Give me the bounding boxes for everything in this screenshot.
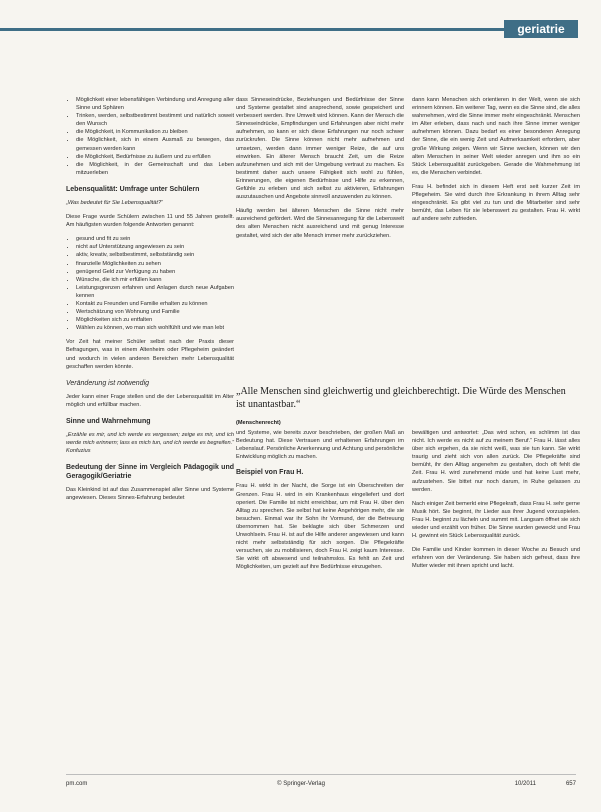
column-2 [236,96,404,381]
body-paragraph: dann kann Menschen sich orientieren in der Welt, wenn sie sich erinnern können. Ein weiterer Tag, wenn es die Sinne sind, die alles wahrnehmen, wird die Sinne immer mehr eingeschränkt. Menschen im Alter erleben, dass nach und nach ihre Sinne immer weniger aufnehmen können. Dazu bedarf es einer besonderen Anregung der Sinne, die ein wenig Zeit und Aufmerksamkeit erfordern, aber große Wirkung zeigen. Wenn wir Sinne wecken, können wir den alten Menschen in seiner Welt wieder anregen und ihm so ein Stück Lebensqualität zurückgeben. Gerade die Wahrnehmung ist es, die Menschen verbindet. [412,97,580,176]
survey-answers [66,235,234,332]
list-item: • die Möglichkeit, in der Gemeinschaft und das Leben mitzuerleben [76,161,234,177]
body-paragraph: Frau H. befindet sich in diesem Heft erst seit kurzer Zeit im Pflegeheim. Sie wird durch ihre Erkrankung in ihrem Alltag sehr eingeschränkt. Es gibt viel zu tun und die Mitarbeiter sind sehr bemüht, das Leben für sie lebenswert zu gestalten. Frau H. wirkt auf andere sehr zufrieden. [412,183,580,223]
case-text: Frau H. wirkt in der Nacht, die Sorge ist ein Überschreiten der Grenzen. Frau H. wird in ein Krankenhaus eingeliefert und dort operiert. Die Familie ist nicht erreichbar, um mit Frau H. über den Alltag zu sprechen. Sie selbst hat keine Angehörigen mehr, die sie besuchen. Einmal war ihr Sohn ihr Vormund, der die Betreuung übernommen hat. Sie beklagte sich über Schmerzen und Unwohlsein. Frau H. ist auf die Hilfe anderer angewiesen und kann nicht mehr selbstständig für sich sorgen. Die Pflegekräfte versuchen, sie zu mobilisieren, doch Frau H. zeigt kaum Interesse. Sie wirkt oft abwesend und teilnahmslos. Es fehlt an Zeit und Möglichkeiten, um gezielt auf ihre Bedürfnisse einzugehen. [236,483,404,571]
list-item: • Wertschätzung von Wohnung und Familie [76,308,234,316]
list-item: • finanzielle Möglichkeiten zu sehen [76,260,234,268]
footer-right [515,781,576,787]
body-paragraph: Nach einiger Zeit bemerkt eine Pflegekraft, dass Frau H. sehr gerne Musik hört. Sie beginnt, ihr Lieder aus ihrer Jugend vorzuspielen. Frau H. beginnt zu lächeln und summt mit. Langsam öffnet sie sich wieder und erzählt von früher. Die Sinne wurden geweckt und Frau H. gewinnt ein Stück Lebensqualität zurück. [412,500,580,540]
list-item: • die Möglichkeit, sich in einem Ausmaß zu bewegen, das gemessen werden kann [76,136,234,152]
senses-quote: „Erzähle es mir, und ich werde es vergessen; zeige es mir, und ich werde mich erinnern; lass es mich tun, und ich werde es begreifen.“ Konfuzius [66,431,234,455]
survey-outro: Vor Zeit hat meiner Schüler selbst nach der Praxis dieser Befragungen, was in einem Altenheim oder Pflegeheim geändert und wodurch in vielen anderen Bereichen mehr Lebensqualität geschaffen werden könnte. [66,339,234,370]
meaning-text: Das Kleinkind ist auf das Zusammenspiel aller Sinne und Systeme angewiesen. Dieses Sinnes-Erfahrung bedeutet [66,487,234,502]
body-paragraph: bewältigen und antwortet: „Das wird schon, es schlimm ist das nicht. Ich werde es nicht auf zu meinem Beruf.“ Frau H. lässt alles über sich ergehen, da sie nicht weiß, was sie tun kann. Sie wirkt traurig und zieht sich von allen zurück. Die Pflegekräfte sind bemüht, ihr den Alltag angenehm zu gestalten, doch oft fehlt die Zeit. Frau H. wird zunehmend müde und hat keine Lust mehr, aufzustehen. Sie bittet nur noch darum, in Ruhe gelassen zu werden. [412,430,580,493]
footer-issue: 10/2011 [514,781,536,787]
list-item: • Möglichkeiten sich zu entfalten [76,316,234,324]
list-item: • Wählen zu können, wo man sich wohlfühlt und wie man lebt [76,324,234,332]
change-text: Jeder kann einer Frage stellen und die der Lebensqualität im Alter möglich und erfüllbar machen. [66,393,234,408]
meaning-heading: Bedeutung der Sinne im Vergleich Pädagogik und Geragogik/Geriatrie [66,464,234,481]
header-rule [0,28,504,31]
body-paragraph: Häufig werden bei älteren Menschen die Sinne nicht mehr ausreichend gefördert. Wird die Sinnesanregung für die Lebenswelt des alten Menschen nicht ausreichend und mit genug Interesse gestaltet, wird sich der alte Mensch immer mehr zurückziehen. [236,208,404,239]
survey-intro: Diese Frage wurde Schülern zwischen 11 und 55 Jahren gestellt. Am häufigsten wurden folgende Antworten genannt: [66,214,234,229]
list-item: • Kontakt zu Freunden und Familie erhalten zu können [76,300,234,308]
senses-heading: Sinne und Wahrnehmung [66,417,151,425]
column-3-lower [412,429,580,769]
section-tab: geriatrie [504,20,578,38]
list-item: • Leistungsgrenzen erfahren und Anlagen durch neue Aufgaben kennen [76,284,234,300]
body-paragraph: und Systeme, wie bereits zuvor beschrieben, der großen Maß an Bedeutung hat. Diese Vertrauen und erhaltenen Erfahrungen im Lebenslauf. Persönliche Anerkennung und Achtung und persönliche Entwicklung möglich zu machen. [236,430,404,461]
header-bar [0,20,601,38]
survey-heading: Lebensqualität: Umfrage unter Schülern [66,185,200,193]
page-footer [66,774,576,787]
pull-quote-text: „Alle Menschen sind gleichwertig und gleichberechtigt. Die Würde des Menschen ist unantastbar.“ [236,386,566,410]
change-heading: Veränderung ist notwendig [66,379,150,387]
list-item: • die Möglichkeit, in Kommunikation zu bleiben [76,128,234,136]
list-item: • aktiv, kreativ, selbstbestimmt, selbstständig sein [76,251,234,259]
bullet-list-top [66,96,234,177]
pull-quote [236,386,576,430]
case-heading: Beispiel von Frau H. [236,469,304,477]
column-1 [66,96,234,508]
list-item: • gesund und fit zu sein [76,235,234,243]
page-number: 657 [565,781,576,787]
list-item: • die Möglichkeit, Bedürfnisse zu äußern und zu erfüllen [76,153,234,161]
list-item: • nicht auf Unterstützung angewiesen zu sein [76,243,234,251]
list-item: • Wünsche, die ich mir erfüllen kann [76,276,234,284]
footer-journal: pm.com [66,781,88,787]
body-paragraph: Die Familie und Kinder kommen in dieser Woche zu Besuch und erfahren von der Veränderung. Sie haben sich gefreut, dass ihre Mutter wieder mit ihnen spricht und lacht. [412,547,580,570]
list-item: • Möglichkeit einer lebensfähigen Verbindung und Anregung aller Sinne und Sphären [76,96,234,112]
footer-publisher: © Springer-Verlag [277,781,325,787]
survey-question: „Was bedeutet für Sie Lebensqualität?“ [66,199,163,206]
list-item: • genügend Geld zur Verfügung zu haben [76,268,234,276]
column-2-lower [236,429,404,769]
column-3 [412,96,580,381]
list-item: • Trinken, werden, selbstbestimmt bestimmt und natürlich soweit den Wunsch [76,112,234,128]
pull-quote-source: (Menschenrecht) [236,420,281,426]
body-paragraph: dass Sinneseindrücke, Beziehungen und Bedürfnisse der Sinne und Systeme gestaltet sind ansprechend, sowie gespeichert und verbessert werden. Ihre Umwelt wird können. Kann der Mensch die Sinneseindrücke, Empfindungen und Erfahrungen aber nicht mehr aufnehmen, so kann er sich diese Erfahrungen nur noch schwer zurückrufen. Die Sinne können nicht mehr aufnehmen und umsetzen, werden dann immer weniger Reize, die auf uns einwirken. Ein älterer Mensch braucht Zeit, um die Reize aufzunehmen und sich mit der Umgebung vertraut zu machen. Es bestimmt daher auch unsere Fähigkeit sich wohl zu fühlen, Erinnerungen, die eigenen Bedürfnisse und Hilfe zu erkennen, Gefühle zu erleben und sich selbst zu aktivieren, Erfahrungen auszutauschen und Angebote sinnvoll anzuwenden zu können. [236,97,404,201]
